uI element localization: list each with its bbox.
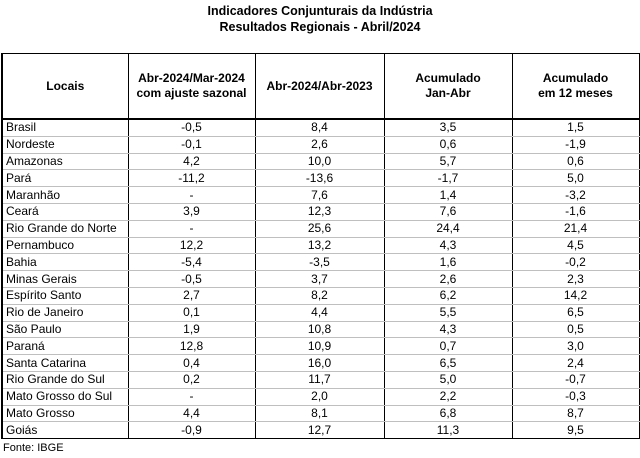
table-row [2, 119, 639, 136]
cell-abr-abr: 7,6 [255, 187, 384, 204]
cell-abr-mar: -0,9 [128, 422, 255, 439]
header-abr-mar-line1: Abr-2024/Mar-2024 [138, 71, 245, 85]
cell-abr-abr: 11,7 [255, 371, 384, 388]
header-acumulado-line2: Jan-Abr [425, 86, 471, 100]
cell-acumulado-jan-abr: 24,4 [384, 220, 512, 237]
cell-abr-mar: 4,4 [128, 405, 255, 422]
header-acumulado-12-line2: em 12 meses [538, 86, 613, 100]
cell-local: Mato Grosso [2, 405, 128, 422]
cell-local: Rio de Janeiro [2, 304, 128, 321]
cell-abr-abr: 2,6 [255, 136, 384, 153]
cell-abr-abr: 12,7 [255, 422, 384, 439]
cell-abr-mar: -0,5 [128, 119, 255, 136]
table-row [2, 338, 639, 355]
table-row [2, 203, 639, 220]
header-locais-label: Locais [46, 78, 85, 93]
cell-local: Ceará [2, 203, 128, 220]
table-row [2, 388, 639, 405]
cell-acumulado-12-meses: 2,4 [512, 355, 639, 372]
table-row [2, 187, 639, 204]
cell-acumulado-jan-abr: 4,3 [384, 321, 512, 338]
table-row [2, 237, 639, 254]
table-row [2, 136, 639, 153]
cell-abr-abr: 8,4 [255, 119, 384, 136]
cell-acumulado-12-meses: 3,0 [512, 338, 639, 355]
table-row [2, 422, 639, 439]
table-row [2, 371, 639, 388]
cell-abr-mar: -0,1 [128, 136, 255, 153]
cell-acumulado-12-meses: 21,4 [512, 220, 639, 237]
cell-local: Rio Grande do Norte [2, 220, 128, 237]
cell-acumulado-12-meses: 4,5 [512, 237, 639, 254]
cell-acumulado-12-meses: 0,5 [512, 321, 639, 338]
cell-abr-mar: - [128, 220, 255, 237]
cell-acumulado-jan-abr: 0,6 [384, 136, 512, 153]
cell-abr-abr: 8,1 [255, 405, 384, 422]
cell-local: Maranhão [2, 187, 128, 204]
cell-abr-abr: 13,2 [255, 237, 384, 254]
header-acumulado-12-meses [512, 54, 639, 120]
cell-abr-mar: 0,2 [128, 371, 255, 388]
table-row [2, 355, 639, 372]
cell-acumulado-12-meses: -3,2 [512, 187, 639, 204]
cell-abr-abr: 10,9 [255, 338, 384, 355]
cell-acumulado-12-meses: 6,5 [512, 304, 639, 321]
cell-abr-mar: -0,5 [128, 271, 255, 288]
cell-acumulado-12-meses: -1,9 [512, 136, 639, 153]
cell-abr-abr: 25,6 [255, 220, 384, 237]
table-row [2, 287, 639, 304]
cell-local: São Paulo [2, 321, 128, 338]
cell-abr-abr: 16,0 [255, 355, 384, 372]
cell-local: Paraná [2, 338, 128, 355]
cell-acumulado-12-meses: 5,0 [512, 170, 639, 187]
table-row [2, 170, 639, 187]
cell-local: Mato Grosso do Sul [2, 388, 128, 405]
header-row [2, 54, 639, 120]
cell-abr-mar: 12,2 [128, 237, 255, 254]
report-title [0, 3, 640, 35]
cell-acumulado-jan-abr: 1,4 [384, 187, 512, 204]
cell-acumulado-12-meses: 0,6 [512, 153, 639, 170]
cell-acumulado-jan-abr: 2,6 [384, 271, 512, 288]
cell-acumulado-12-meses: 8,7 [512, 405, 639, 422]
cell-local: Espírito Santo [2, 287, 128, 304]
cell-acumulado-jan-abr: 0,7 [384, 338, 512, 355]
cell-acumulado-jan-abr: 11,3 [384, 422, 512, 439]
header-acumulado-jan-abr [384, 54, 512, 120]
table-row [2, 405, 639, 422]
cell-acumulado-jan-abr: 3,5 [384, 119, 512, 136]
cell-acumulado-jan-abr: 7,6 [384, 203, 512, 220]
header-acumulado-12-line1: Acumulado [542, 71, 609, 85]
cell-local: Bahia [2, 254, 128, 271]
cell-abr-abr: 12,3 [255, 203, 384, 220]
cell-abr-mar: 2,7 [128, 287, 255, 304]
table-row [2, 321, 639, 338]
table-row [2, 153, 639, 170]
cell-abr-mar: -5,4 [128, 254, 255, 271]
cell-acumulado-12-meses: -0,7 [512, 371, 639, 388]
cell-abr-abr: -13,6 [255, 170, 384, 187]
cell-acumulado-jan-abr: 2,2 [384, 388, 512, 405]
cell-abr-mar: - [128, 388, 255, 405]
cell-local: Nordeste [2, 136, 128, 153]
cell-acumulado-jan-abr: 6,2 [384, 287, 512, 304]
cell-local: Minas Gerais [2, 271, 128, 288]
cell-acumulado-12-meses: -1,6 [512, 203, 639, 220]
cell-acumulado-12-meses: -0,3 [512, 388, 639, 405]
cell-local: Pará [2, 170, 128, 187]
cell-abr-mar: 4,2 [128, 153, 255, 170]
cell-local: Goiás [2, 422, 128, 439]
table-row [2, 254, 639, 271]
table-row [2, 220, 639, 237]
cell-acumulado-12-meses: 14,2 [512, 287, 639, 304]
cell-acumulado-jan-abr: 5,7 [384, 153, 512, 170]
table-row [2, 271, 639, 288]
cell-acumulado-jan-abr: 5,5 [384, 304, 512, 321]
cell-abr-mar: 1,9 [128, 321, 255, 338]
cell-local: Brasil [2, 119, 128, 136]
cell-acumulado-12-meses: 1,5 [512, 119, 639, 136]
cell-local: Pernambuco [2, 237, 128, 254]
header-abr-abr [255, 54, 384, 120]
title-line-1: Indicadores Conjunturais da Indústria [207, 4, 433, 18]
cell-acumulado-12-meses: -0,2 [512, 254, 639, 271]
cell-abr-abr: -3,5 [255, 254, 384, 271]
cell-abr-abr: 10,0 [255, 153, 384, 170]
cell-acumulado-jan-abr: 4,3 [384, 237, 512, 254]
header-abr-mar-line2: com ajuste sazonal [136, 86, 247, 100]
cell-acumulado-jan-abr: 1,6 [384, 254, 512, 271]
cell-abr-mar: - [128, 187, 255, 204]
cell-acumulado-jan-abr: -1,7 [384, 170, 512, 187]
header-locais [2, 54, 128, 120]
header-abr-abr-label: Abr-2024/Abr-2023 [266, 78, 373, 93]
cell-acumulado-12-meses: 9,5 [512, 422, 639, 439]
cell-acumulado-12-meses: 2,3 [512, 271, 639, 288]
cell-acumulado-jan-abr: 5,0 [384, 371, 512, 388]
regional-indicators-table [1, 53, 640, 439]
source-note: Fonte: IBGE [3, 442, 64, 454]
cell-abr-abr: 10,8 [255, 321, 384, 338]
cell-abr-abr: 8,2 [255, 287, 384, 304]
table-row [2, 304, 639, 321]
cell-abr-mar: 0,1 [128, 304, 255, 321]
table-body [2, 119, 639, 439]
cell-acumulado-jan-abr: 6,8 [384, 405, 512, 422]
cell-abr-abr: 3,7 [255, 271, 384, 288]
cell-local: Santa Catarina [2, 355, 128, 372]
cell-abr-abr: 2,0 [255, 388, 384, 405]
title-line-2: Resultados Regionais - Abril/2024 [219, 20, 421, 34]
cell-abr-mar: 12,8 [128, 338, 255, 355]
cell-abr-mar: 0,4 [128, 355, 255, 372]
cell-abr-mar: 3,9 [128, 203, 255, 220]
header-abr-mar [128, 54, 255, 120]
cell-local: Amazonas [2, 153, 128, 170]
cell-acumulado-jan-abr: 6,5 [384, 355, 512, 372]
cell-abr-abr: 4,4 [255, 304, 384, 321]
cell-abr-mar: -11,2 [128, 170, 255, 187]
cell-local: Rio Grande do Sul [2, 371, 128, 388]
header-acumulado-line1: Acumulado [415, 71, 481, 85]
